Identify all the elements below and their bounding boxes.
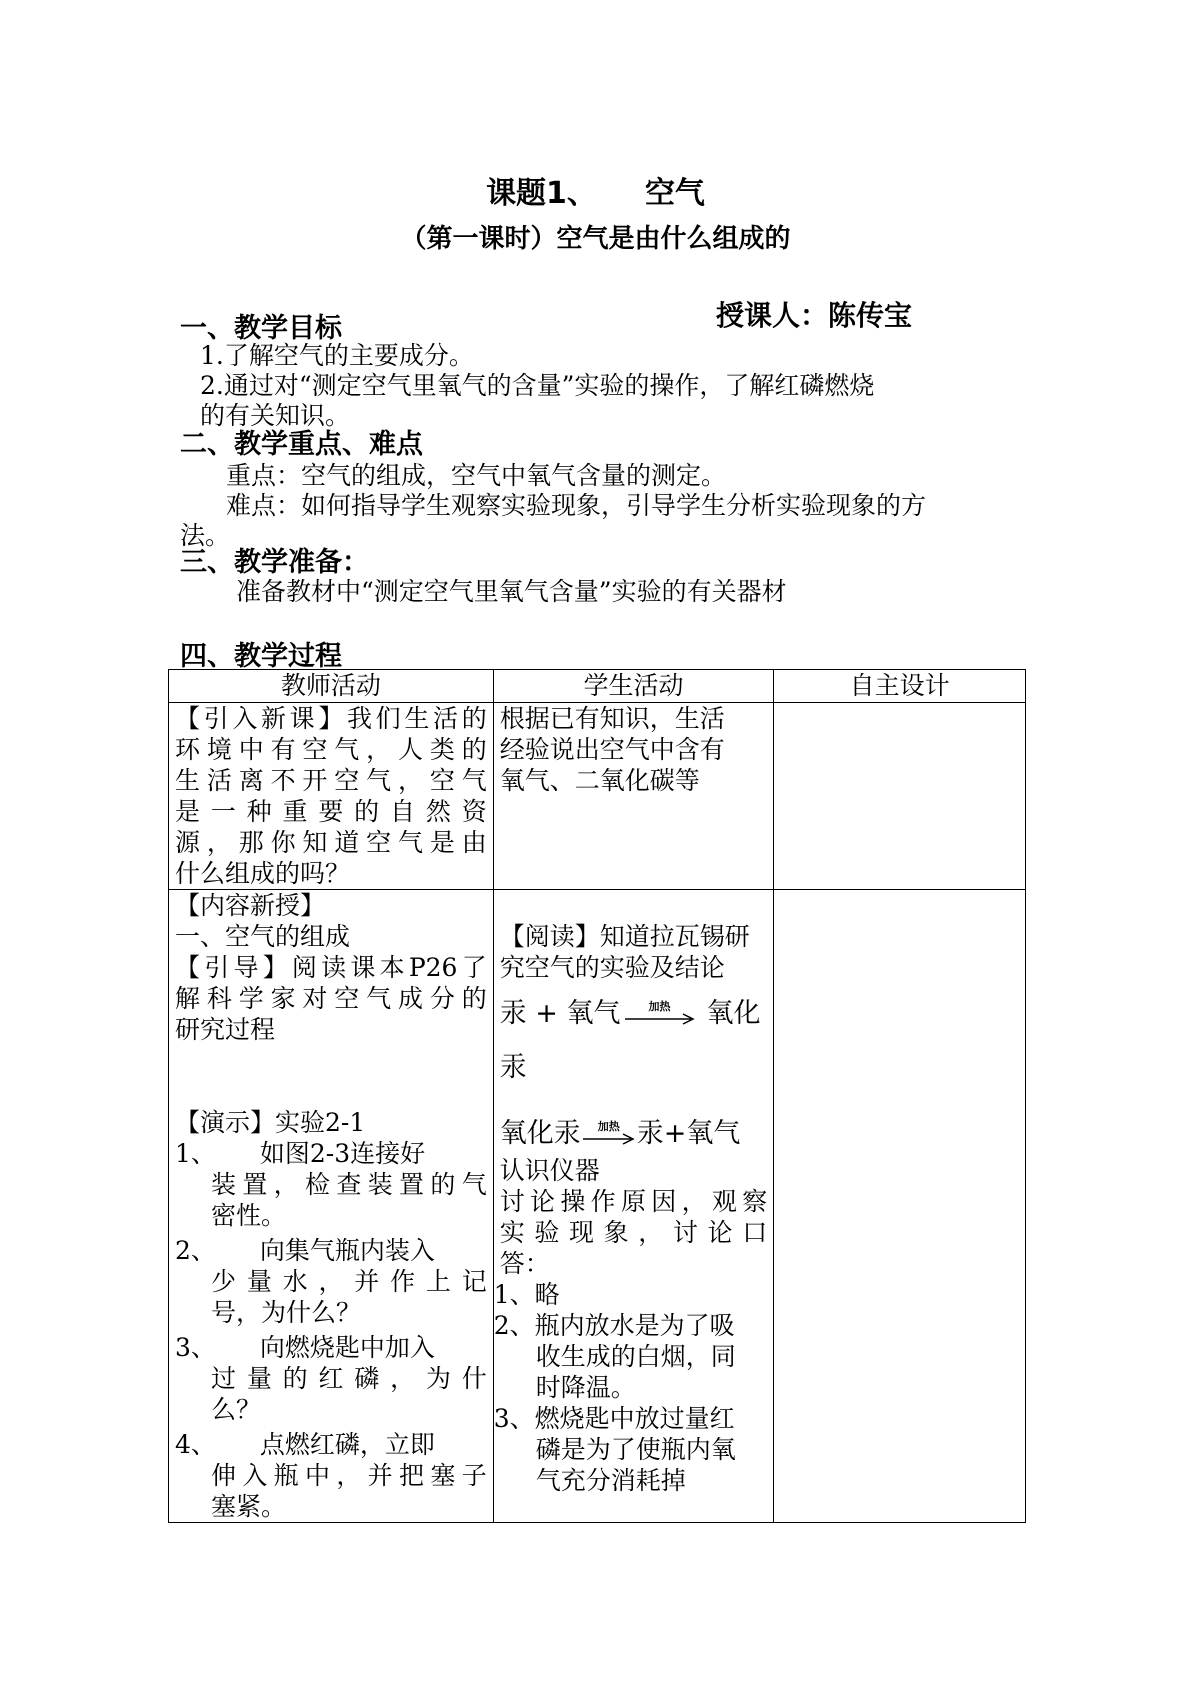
text-line: 氧气、二氧化碳等 (499, 766, 700, 795)
text-line: 是一种重要的自然资 (175, 797, 487, 826)
student-cell-content (493, 890, 774, 1523)
step-number: 1、 (175, 1139, 216, 1168)
text-line: 伸入瓶中，并把塞子 (211, 1461, 487, 1490)
text-line: 答： (499, 1249, 550, 1278)
text-line: 磷是为了使瓶内氧 (535, 1435, 736, 1464)
text-line: 塞紧。 (211, 1492, 287, 1521)
difficulty-line2: 法。 (180, 521, 231, 550)
design-cell-content (774, 890, 1026, 1523)
text-line: 收生成的白烟，同 (535, 1342, 736, 1371)
text-line: 究空气的实验及结论 (499, 953, 725, 982)
title-number: 课题1、 (486, 176, 597, 211)
text-line: 认识仪器 (499, 1156, 600, 1185)
step-item-3 (175, 1332, 487, 1425)
demo-heading: 【演示】实验2-1 (175, 1108, 366, 1137)
objective-2-line2: 的有关知识。 (200, 401, 351, 430)
text-line: 【引入新课】我们生活的 (175, 704, 487, 733)
header-teacher: 教师活动 (169, 670, 494, 703)
preparation-text: 准备教材中“测定空气里氧气含量”实验的有关器材 (236, 577, 787, 606)
answer-number: 2、 (493, 1311, 535, 1340)
answer-item-2 (494, 1310, 768, 1403)
text-line: 向集气瓶内装入 (259, 1236, 435, 1265)
text-line: 如图2-3连接好 (259, 1139, 426, 1168)
lesson-subtitle: （第一课时）空气是由什么组成的 (400, 224, 791, 254)
step-number: 4、 (175, 1430, 216, 1459)
header-student: 学生活动 (493, 670, 774, 703)
reaction-condition: 加热 (648, 1000, 671, 1013)
section-4-heading: 四、教学过程 (180, 641, 342, 672)
text-line: 【阅读】知道拉瓦锡研 (499, 922, 750, 951)
student-cell-intro (493, 703, 774, 890)
teacher-cell-content (169, 890, 494, 1523)
equation-1 (500, 993, 768, 1033)
text-line: 解科学家对空气成分的 (175, 984, 487, 1013)
text-line: 【引导】阅读课本P26了 (175, 953, 487, 982)
text-line: 密性。 (211, 1201, 287, 1230)
text-line: 瓶内放水是为了吸 (534, 1311, 735, 1340)
equation-reactants: 汞 + 氧气 (499, 997, 621, 1029)
section-1-heading: 一、教学目标 (180, 313, 342, 344)
text-line: 研究过程 (175, 1015, 276, 1044)
step-item-1 (175, 1138, 487, 1231)
section-2-heading: 二、教学重点、难点 (180, 429, 423, 460)
step-item-2 (175, 1235, 487, 1328)
teacher-cell-intro (169, 703, 494, 890)
design-cell-intro (774, 703, 1026, 890)
text-line: 环境中有空气，人类的 (175, 735, 487, 764)
text-line: 装置，检查装置的气 (211, 1170, 487, 1199)
reaction-arrow-icon (583, 1121, 635, 1145)
answer-number: 3、 (493, 1404, 535, 1433)
answer-number: 1、 (493, 1280, 535, 1309)
equation-2 (500, 1113, 768, 1153)
text-line: 略 (534, 1280, 560, 1309)
text-line: 生活离不开空气，空气 (175, 766, 487, 795)
title-topic: 空气 (644, 176, 705, 211)
lesson-title (0, 168, 1191, 212)
step-item-4 (175, 1429, 487, 1522)
key-point: 重点：空气的组成，空气中氧气含量的测定。 (226, 461, 727, 490)
answer-item-1 (494, 1279, 768, 1310)
text-line: 一、空气的组成 (175, 922, 351, 951)
text-line: 实验现象，讨论口 (499, 1218, 768, 1247)
table-row (169, 703, 1026, 890)
answer-item-3 (494, 1403, 768, 1496)
step-number: 2、 (175, 1236, 216, 1265)
author-line: 授课人：陈传宝 (716, 299, 913, 332)
text-line: 气充分消耗掉 (535, 1466, 686, 1495)
header-design: 自主设计 (774, 670, 1026, 703)
equation-products: 汞+氧气 (636, 1117, 741, 1149)
text-line: 讨论操作原因，观察 (499, 1187, 768, 1216)
difficulty-line1: 难点：如何指导学生观察实验现象，引导学生分析实验现象的方 (226, 491, 927, 520)
text-line: 燃烧匙中放过量红 (534, 1404, 735, 1433)
reaction-condition: 加热 (597, 1120, 620, 1133)
objective-1: 1.了解空气的主要成分。 (200, 341, 474, 370)
equation-reactants: 氧化汞 (499, 1117, 581, 1149)
text-line: 么？ (211, 1395, 262, 1424)
text-line: 过量的红磷，为什 (211, 1364, 487, 1393)
text-line: 什么组成的吗？ (175, 859, 351, 888)
text-line: 号，为什么？ (211, 1298, 362, 1327)
table-header-row (169, 670, 1026, 703)
table-row (169, 890, 1026, 1523)
equation-products-continued: 汞 (499, 1051, 527, 1083)
text-line: 源，那你知道空气是由 (175, 828, 487, 857)
text-line: 少量水，并作上记 (211, 1267, 487, 1296)
step-number: 3、 (175, 1333, 216, 1362)
text-line: 根据已有知识，生活 (499, 704, 725, 733)
text-line: 时降温。 (535, 1373, 636, 1402)
section-3-heading: 三、教学准备： (180, 547, 369, 578)
text-line: 向燃烧匙中加入 (259, 1333, 435, 1362)
objective-2-line1: 2.通过对“测定空气里氧气的含量”实验的操作，了解红磷燃烧 (200, 371, 875, 400)
text-line: 经验说出空气中含有 (499, 735, 725, 764)
text-line: 点燃红磷，立即 (259, 1430, 435, 1459)
reaction-arrow-icon (625, 1001, 695, 1025)
text-line: 【内容新授】 (175, 891, 326, 920)
process-table (168, 669, 1026, 1523)
equation-products: 氧化 (706, 997, 761, 1029)
